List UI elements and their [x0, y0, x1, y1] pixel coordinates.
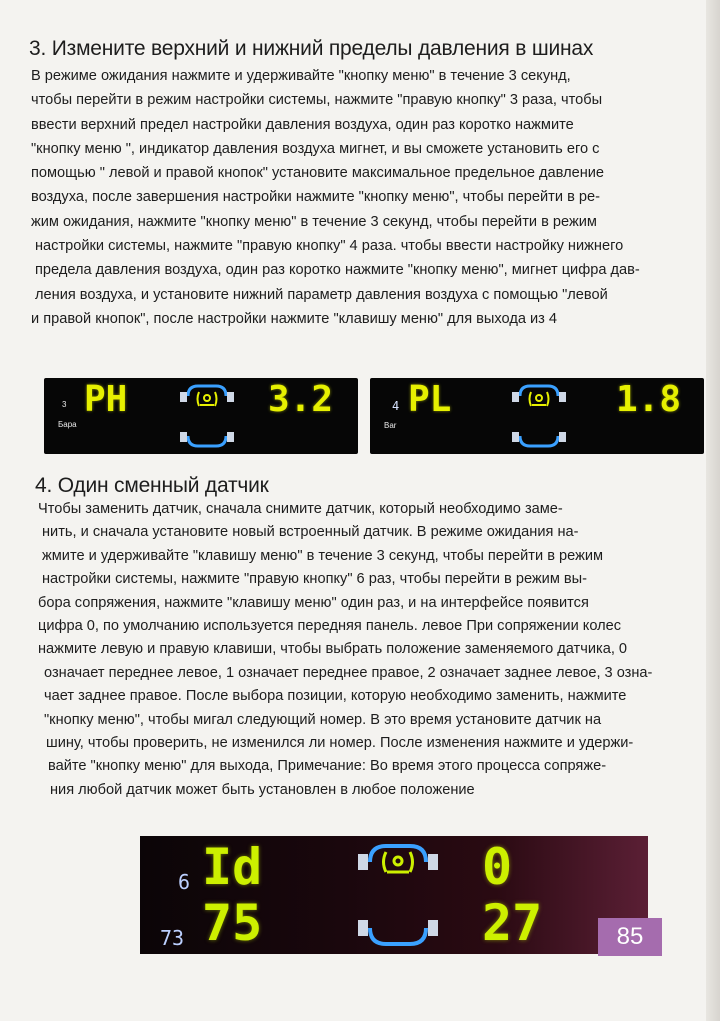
- text-line: шину, чтобы проверить, не изменился ли номер. После изменения нажмите и удержи-: [46, 734, 634, 751]
- text-line: чтобы перейти в режим настройки системы, нажмите "правую кнопку" 3 раза, чтобы: [31, 92, 603, 109]
- text-line: В режиме ожидания нажмите и удерживайте "кнопку меню" в течение 3 секунд,: [31, 68, 571, 84]
- text-line: означает переднее левое, 1 означает переднее правое, 2 означает заднее левое, 3 озна-: [44, 664, 653, 681]
- text-line: чает заднее правое. После выбора позиции, которую необходимо заменить, нажмите: [44, 688, 627, 705]
- page-number: 85: [598, 918, 662, 956]
- tire-pressure-warning-icon: [530, 392, 549, 406]
- lcd-pressure-value: 1.8: [616, 379, 682, 420]
- lcd-right-value: 27: [482, 894, 543, 952]
- text-line: нить, и сначала установите новый встроенный датчик. В режиме ожидания на-: [42, 524, 579, 541]
- text-line: воздуха, после завершения настройки нажмите "кнопку меню", чтобы перейти в ре-: [31, 189, 600, 206]
- tire-pressure-warning-icon: [198, 392, 217, 406]
- lcd-digit: 4: [392, 399, 400, 413]
- section3-heading: 3. Измените верхний и нижний пределы давления в шинах: [29, 37, 594, 60]
- lcd-unit: Bar: [384, 421, 397, 430]
- lcd-sensor-id: Id: [202, 838, 263, 896]
- lcd-low-limit-display: [370, 378, 704, 454]
- section4-text: [38, 498, 652, 802]
- lcd-mode-code: PH: [84, 379, 128, 420]
- text-line: ления воздуха, и установите нижний параметр давления воздуха с помощью "левой: [35, 286, 608, 303]
- text-line: жмите и удерживайте "клавишу меню" в течение 3 секунд, чтобы перейти в режим: [42, 547, 604, 564]
- lcd-digit: 3: [62, 400, 67, 409]
- lcd-mode-code: PL: [408, 379, 452, 420]
- text-line: настройки системы, нажмите "правую кнопку" 6 раз, чтобы перейти в режим вы-: [42, 571, 588, 588]
- text-line: ния любой датчик может быть установлен в любое положение: [50, 781, 475, 798]
- lcd-unit: Бара: [58, 420, 77, 429]
- lcd-pairing-display: [140, 836, 648, 954]
- text-line: "кнопку меню ", индикатор давления воздуха мигнет, и вы сможете установить его с: [31, 140, 600, 157]
- text-line: ввести верхний предел настройки давления воздуха, один раз коротко нажмите: [31, 116, 574, 133]
- section3-text: [31, 64, 640, 331]
- page-edge: [706, 0, 720, 1021]
- text-line: настройки системы, нажмите "правую кнопку" 4 раза. чтобы ввести настройку нижнего: [35, 238, 624, 255]
- text-line: Чтобы заменить датчик, сначала снимите датчик, который необходимо заме-: [38, 501, 563, 517]
- tire-pressure-warning-icon: [384, 852, 413, 872]
- lcd-pressure-value: 3.2: [268, 379, 334, 420]
- lcd-sensor-position: 0: [482, 838, 513, 896]
- text-line: предела давления воздуха, один раз коротко нажмите "кнопку меню", мигнет цифра дав-: [35, 262, 640, 279]
- text-line: "кнопку меню", чтобы мигал следующий номер. В это время установите датчик на: [44, 711, 602, 728]
- text-line: вайте "кнопку меню" для выхода, Примечание: Во время этого процесса сопряже-: [48, 758, 607, 775]
- text-line: нажмите левую и правую клавиши, чтобы выбрать положение заменяемого датчика, 0: [38, 641, 628, 658]
- lcd-high-limit-display: [44, 378, 358, 454]
- text-line: помощью " левой и правой кнопок" установите максимальное предельное давление: [31, 165, 605, 182]
- text-line: цифра 0, по умолчанию используется передняя панель. левое При сопряжении колес: [38, 617, 622, 634]
- lcd-small-value: 73: [160, 926, 185, 950]
- text-line: жим ожидания, нажмите "кнопку меню" в течение 3 секунд, чтобы перейти в режим: [31, 213, 597, 230]
- lcd-left-value: 75: [202, 894, 263, 952]
- car-outline-icon: [356, 840, 440, 950]
- car-outline-icon: [510, 382, 568, 450]
- car-outline-icon: [178, 382, 236, 450]
- section4-heading: 4. Один сменный датчик: [35, 474, 269, 497]
- lcd-mode-digit: 6: [178, 870, 191, 894]
- text-line: и правой кнопок", после настройки нажмите "клавишу меню" для выхода из 4: [31, 310, 558, 327]
- text-line: бора сопряжения, нажмите "клавишу меню" один раз, и на интерфейсе появится: [38, 594, 589, 611]
